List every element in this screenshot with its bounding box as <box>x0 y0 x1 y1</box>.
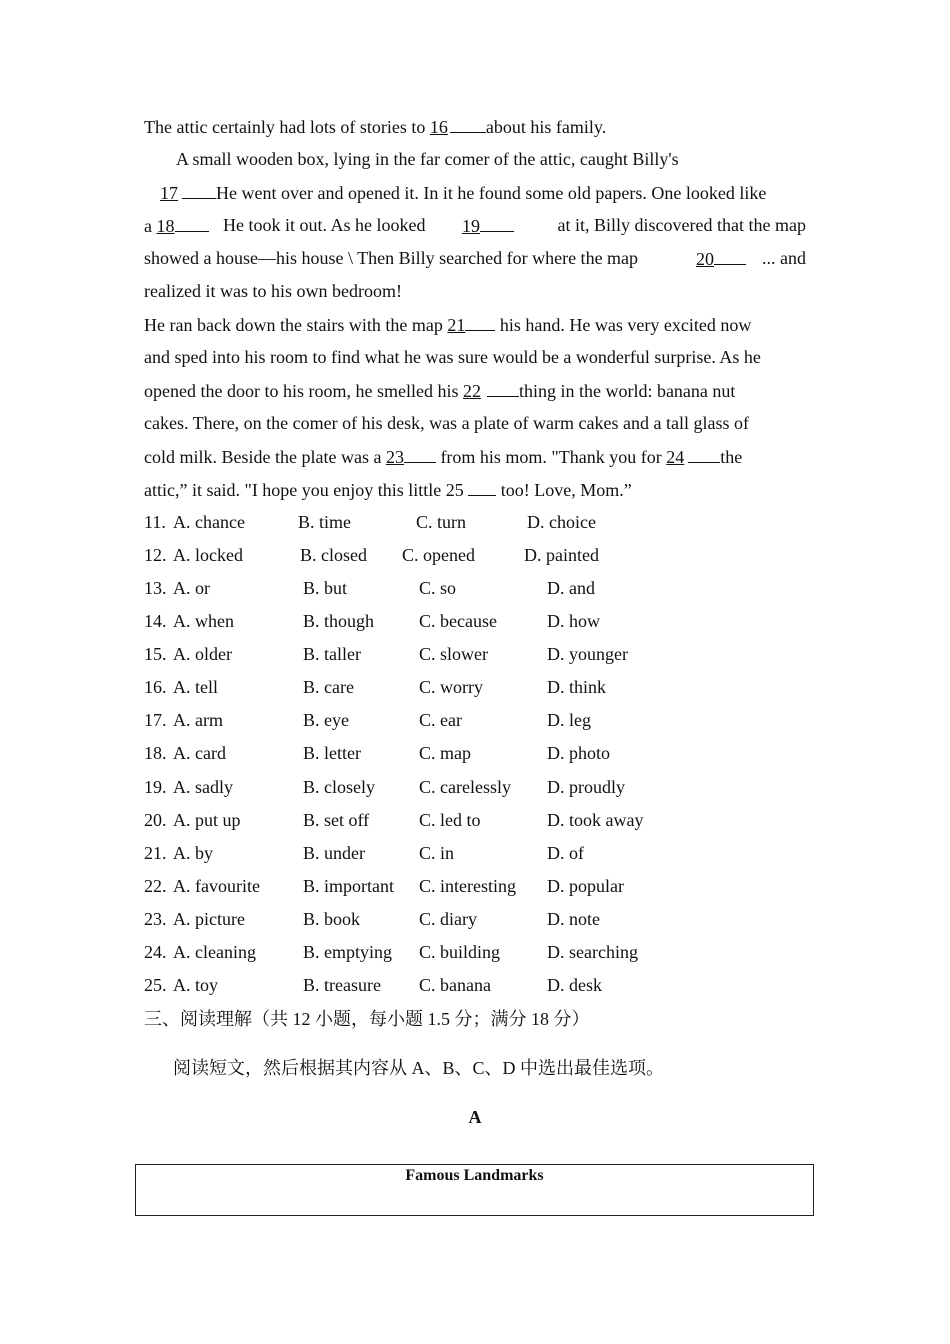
option-a: A. put up <box>173 810 241 830</box>
question-number: 19. <box>144 777 167 797</box>
option-c: C. turn <box>416 512 467 532</box>
option-d: D. photo <box>547 743 610 763</box>
passage-line-6: realized it was to his own bedroom! <box>144 281 402 301</box>
passage-line-11 <box>144 444 742 469</box>
text: from his mom. "Thank you for <box>435 447 667 467</box>
question-number: 11. <box>144 512 166 532</box>
option-c: C. worry <box>419 677 483 697</box>
answer-blank <box>714 246 746 265</box>
text: a <box>144 216 157 236</box>
text: opened the door to his room, he smelled his <box>144 381 463 401</box>
option-b: B. letter <box>303 743 361 763</box>
text: about his family. <box>485 117 607 137</box>
option-b: B. treasure <box>303 975 381 995</box>
option-d: D. and <box>547 578 595 598</box>
option-b: B. closed <box>300 545 367 565</box>
passage-line-2: A small wooden box, lying in the far comer of the attic, caught Billy's <box>176 149 679 169</box>
option-c: C. carelessly <box>419 777 511 797</box>
question-row <box>144 841 844 865</box>
blank-number-16: 16 <box>429 117 448 137</box>
question-row <box>144 741 844 765</box>
option-c: C. slower <box>419 644 488 664</box>
option-d: D. searching <box>547 942 638 962</box>
question-row <box>144 874 844 898</box>
table-title: Famous Landmarks <box>405 1167 544 1184</box>
option-c: C. so <box>419 578 457 598</box>
option-a: A. arm <box>173 710 223 730</box>
question-number: 22. <box>144 876 167 896</box>
option-a: A. by <box>173 843 213 863</box>
question-row <box>144 708 844 732</box>
option-c: C. in <box>419 843 455 863</box>
option-a: A. older <box>173 644 232 664</box>
option-b: B. though <box>303 611 375 631</box>
option-d: D. proudly <box>547 777 625 797</box>
option-a: A. card <box>173 743 226 763</box>
option-a: A. when <box>173 611 234 631</box>
option-d: D. painted <box>524 545 599 565</box>
question-row <box>144 642 844 666</box>
option-a: A. or <box>173 578 210 598</box>
question-row <box>144 775 844 799</box>
blank-number-21: 21 <box>447 315 466 335</box>
passage-line-1 <box>144 114 606 139</box>
passage-line-7 <box>144 312 751 337</box>
answer-blank <box>468 477 496 496</box>
text: the <box>720 447 743 467</box>
question-row <box>144 973 844 997</box>
option-c: C. building <box>419 942 501 962</box>
option-d: D. choice <box>527 512 596 532</box>
question-row <box>144 940 844 964</box>
option-d: D. leg <box>547 710 591 730</box>
question-number: 23. <box>144 909 167 929</box>
option-a: A. cleaning <box>173 942 256 962</box>
passage-line-5 <box>144 246 806 270</box>
question-number: 15. <box>144 644 167 664</box>
question-row <box>144 808 844 832</box>
text: too! Love, Mom.” <box>496 480 632 500</box>
question-number: 24. <box>144 942 167 962</box>
text: ... and <box>762 248 806 268</box>
option-a: A. picture <box>173 909 245 929</box>
question-number: 20. <box>144 810 167 830</box>
question-row <box>144 543 844 567</box>
option-b: B. book <box>303 909 361 929</box>
text: attic,” it said. "I hope you enjoy this little 25 <box>144 480 469 500</box>
question-row <box>144 510 844 534</box>
question-number: 16. <box>144 677 167 697</box>
question-number: 25. <box>144 975 167 995</box>
question-number: 18. <box>144 743 167 763</box>
option-a: A. favourite <box>173 876 260 896</box>
option-c: C. map <box>419 743 471 763</box>
option-a: A. toy <box>173 975 218 995</box>
passage-line-8: and sped into his room to find what he was sure would be a wonderful surprise. As he <box>144 347 761 367</box>
option-a: A. chance <box>173 512 245 532</box>
option-b: B. time <box>298 512 351 532</box>
answer-blank <box>182 180 216 199</box>
answer-blank <box>688 444 720 463</box>
option-b: B. closely <box>303 777 375 797</box>
section-instruction: 阅读短文，然后根据其内容从 A、B、C、D 中选出最佳选项。 <box>173 1058 665 1078</box>
option-b: B. eye <box>303 710 349 730</box>
option-c: C. interesting <box>419 876 516 896</box>
text: at it, Billy discovered that the map <box>557 215 806 235</box>
option-b: B. care <box>303 677 354 697</box>
landmarks-table <box>135 1164 814 1216</box>
option-b: B. emptying <box>303 942 392 962</box>
option-b: B. taller <box>303 644 361 664</box>
option-d: D. desk <box>547 975 602 995</box>
question-number: 12. <box>144 545 167 565</box>
text: his hand. He was very excited now <box>495 315 752 335</box>
text: He took it out. As he looked <box>223 215 426 235</box>
passage-line-12 <box>144 477 632 502</box>
answer-blank <box>450 114 486 133</box>
blank-number-19: 19 <box>462 216 480 236</box>
option-d: D. of <box>547 843 584 863</box>
blank-number-17: 17 <box>160 183 178 203</box>
option-a: A. locked <box>173 545 243 565</box>
blank-number-18: 18 <box>156 216 175 236</box>
section-heading: 三、阅读理解（共 12 小题，每小题 1.5 分；满分 18 分） <box>144 1009 590 1029</box>
option-c: C. ear <box>419 710 462 730</box>
text: He ran back down the stairs with the map <box>144 315 448 335</box>
answer-blank <box>404 444 436 463</box>
option-c: C. opened <box>402 545 475 565</box>
answer-blank <box>175 213 209 232</box>
option-d: D. took away <box>547 810 644 830</box>
question-number: 13. <box>144 578 167 598</box>
option-a: A. tell <box>173 677 218 697</box>
passage-line-4 <box>144 213 806 238</box>
option-d: D. popular <box>547 876 624 896</box>
option-d: D. how <box>547 611 600 631</box>
blank-number-22: 22 <box>462 381 481 401</box>
question-number: 14. <box>144 611 167 631</box>
question-row <box>144 675 844 699</box>
blank-number-24: 24 <box>666 447 685 467</box>
part-label: A <box>468 1107 482 1127</box>
answer-blank <box>487 378 519 397</box>
blank-number-20: 20 <box>696 249 714 269</box>
passage-line-3 <box>160 180 766 205</box>
option-a: A. sadly <box>173 777 233 797</box>
option-c: C. diary <box>419 909 477 929</box>
answer-blank <box>480 213 514 232</box>
question-number: 21. <box>144 843 167 863</box>
question-number: 17. <box>144 710 167 730</box>
text: The attic certainly had lots of stories to <box>144 117 430 137</box>
option-c: C. led to <box>419 810 481 830</box>
text: thing in the world: banana nut <box>518 381 736 401</box>
text: cold milk. Beside the plate was a <box>144 447 386 467</box>
passage-line-10: cakes. There, on the comer of his desk, was a plate of warm cakes and a tall glass of <box>144 413 749 433</box>
option-c: C. banana <box>419 975 491 995</box>
question-row <box>144 609 844 633</box>
text: showed a house—his house \ Then Billy searched for where the map <box>144 248 639 268</box>
option-d: D. note <box>547 909 600 929</box>
text: He went over and opened it. In it he found some old papers. One looked like <box>216 183 767 203</box>
answer-blank <box>465 312 495 331</box>
option-b: B. important <box>303 876 394 896</box>
question-row <box>144 907 844 931</box>
option-c: C. because <box>419 611 497 631</box>
blank-number-23: 23 <box>385 447 404 467</box>
option-b: B. under <box>303 843 365 863</box>
passage-line-9 <box>144 378 735 403</box>
option-b: B. but <box>303 578 348 598</box>
option-b: B. set off <box>303 810 370 830</box>
question-row <box>144 576 844 600</box>
option-d: D. think <box>547 677 607 697</box>
option-d: D. younger <box>547 644 628 664</box>
